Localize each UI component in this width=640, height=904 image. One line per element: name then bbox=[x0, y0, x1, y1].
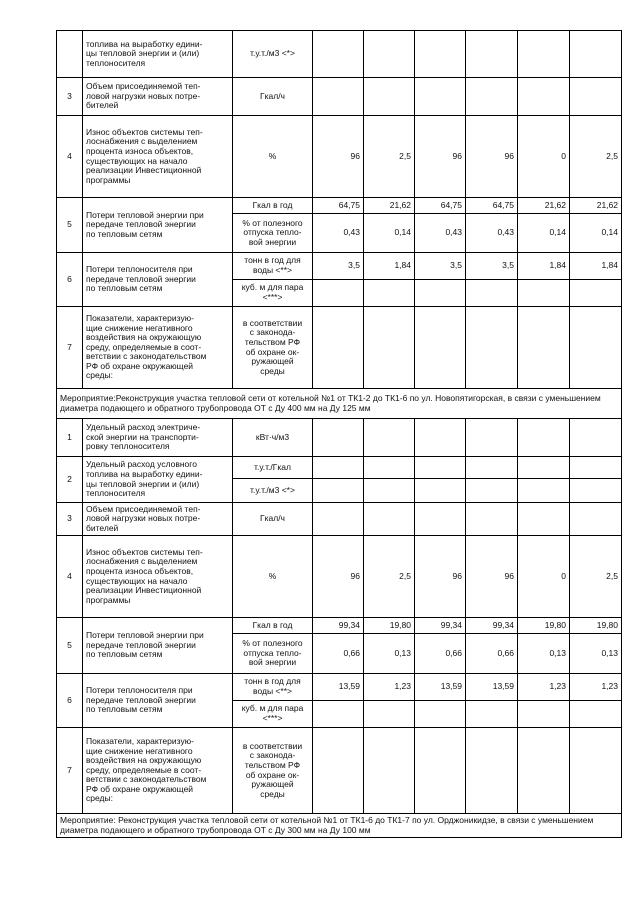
table-row bbox=[57, 419, 622, 457]
unit-cell: куб. м для пара <***> bbox=[233, 280, 313, 307]
value-cell: 0,43 bbox=[415, 214, 466, 253]
indicator-cell: Потери тепловой энергии при передаче тепловой энергии по тепловым сетям bbox=[83, 618, 233, 674]
measure-row bbox=[57, 814, 622, 838]
row-number: 7 bbox=[57, 307, 83, 389]
table-row bbox=[57, 198, 622, 214]
value-cell: 13,59 bbox=[313, 674, 364, 701]
measure-description: Мероприятие: Реконструкция участка тепловой сети от котельной №1 от ТК1-6 до ТК1-7 по ул. Орджоникидзе, в связи с уменьшением диаметра подающего и обратного трубопровода ОТ с Ду 300 мм на Ду 100 мм bbox=[57, 814, 622, 838]
value-cell: 21,62 bbox=[570, 198, 622, 214]
value-cell: 1,23 bbox=[364, 674, 415, 701]
unit-cell: Гкал/ч bbox=[233, 503, 313, 536]
value-cell: 0,66 bbox=[466, 634, 518, 674]
value-cell: 3,5 bbox=[313, 253, 364, 280]
value-cell: 0 bbox=[518, 536, 570, 618]
unit-cell: в соответствии с законода- тельством РФ об охране ок- ружающей среды bbox=[233, 307, 313, 389]
value-cell: 99,34 bbox=[313, 618, 364, 634]
value-cell: 64,75 bbox=[415, 198, 466, 214]
value-cell: 0,14 bbox=[518, 214, 570, 253]
value-cell: 0,13 bbox=[364, 634, 415, 674]
value-cell: 96 bbox=[415, 116, 466, 198]
value-cell: 1,84 bbox=[518, 253, 570, 280]
value-cell: 99,34 bbox=[466, 618, 518, 634]
measure-description: Мероприятие:Реконструкция участка тепловой сети от котельной №1 от ТК1-2 до ТК1-6 по ул. Новопятигорская, в связи с уменьшением диаметра подающего и обратного трубопровода ОТ с Ду 400 мм на Ду 125 мм bbox=[57, 389, 622, 419]
measure-row bbox=[57, 389, 622, 419]
table-row bbox=[57, 457, 622, 479]
row-number: 5 bbox=[57, 198, 83, 253]
value-cell: 96 bbox=[466, 536, 518, 618]
unit-cell: Гкал/ч bbox=[233, 78, 313, 116]
row-number: 3 bbox=[57, 78, 83, 116]
table-row bbox=[57, 31, 622, 78]
value-cell: 96 bbox=[313, 116, 364, 198]
value-cell: 2,5 bbox=[364, 536, 415, 618]
indicator-cell: Объем присоединяемой теп- ловой нагрузки новых потре- бителей bbox=[83, 503, 233, 536]
table-row bbox=[57, 253, 622, 280]
unit-cell: т.у.т./Гкал bbox=[233, 457, 313, 479]
value-cell: 13,59 bbox=[466, 674, 518, 701]
value-cell: 3,5 bbox=[466, 253, 518, 280]
value-cell: 96 bbox=[313, 536, 364, 618]
value-cell: 0,13 bbox=[570, 634, 622, 674]
row-number: 4 bbox=[57, 536, 83, 618]
value-cell: 0,43 bbox=[466, 214, 518, 253]
indicator-cell: Удельный расход электриче- ской энергии на транспорти- ровку теплоносителя bbox=[83, 419, 233, 457]
indicators-table bbox=[56, 30, 622, 838]
unit-cell: кВт·ч/м3 bbox=[233, 419, 313, 457]
unit-cell: тонн в год для воды <**> bbox=[233, 253, 313, 280]
value-cell: 0,14 bbox=[364, 214, 415, 253]
indicator-cell: Износ объектов системы теп- лоснабжения с выделением процента износа объектов, существующих на начало реализации Инвестиционной программы bbox=[83, 536, 233, 618]
unit-cell: Гкал в год bbox=[233, 618, 313, 634]
table-row bbox=[57, 536, 622, 618]
value-cell: 99,34 bbox=[415, 618, 466, 634]
value-cell: 96 bbox=[466, 116, 518, 198]
value-cell: 0,14 bbox=[570, 214, 622, 253]
value-cell: 0,66 bbox=[313, 634, 364, 674]
row-number: 6 bbox=[57, 253, 83, 307]
value-cell: 21,62 bbox=[364, 198, 415, 214]
unit-cell: т.у.т./м3 <*> bbox=[233, 479, 313, 503]
value-cell: 3,5 bbox=[415, 253, 466, 280]
value-cell: 0 bbox=[518, 116, 570, 198]
row-number: 1 bbox=[57, 419, 83, 457]
value-cell: 0,66 bbox=[415, 634, 466, 674]
indicator-cell: топлива на выработку едини- цы тепловой энергии и (или) теплоносителя bbox=[83, 31, 233, 78]
indicator-cell: Потери теплоносителя при передаче тепловой энергии по тепловым сетям bbox=[83, 253, 233, 307]
row-number: 7 bbox=[57, 728, 83, 814]
value-cell: 64,75 bbox=[466, 198, 518, 214]
indicator-cell: Потери теплоносителя при передаче тепловой энергии по тепловым сетям bbox=[83, 674, 233, 728]
unit-cell: тонн в год для воды <**> bbox=[233, 674, 313, 701]
unit-cell: т.у.т./м3 <*> bbox=[233, 31, 313, 78]
unit-cell: % от полезного отпуска тепло- вой энергии bbox=[233, 214, 313, 253]
indicator-cell: Потери тепловой энергии при передаче тепловой энергии по тепловым сетям bbox=[83, 198, 233, 253]
value-cell: 2,5 bbox=[570, 536, 622, 618]
unit-cell: % от полезного отпуска тепло- вой энергии bbox=[233, 634, 313, 674]
table-row bbox=[57, 728, 622, 814]
unit-cell: % bbox=[233, 536, 313, 618]
value-cell: 1,84 bbox=[570, 253, 622, 280]
value-cell: 2,5 bbox=[570, 116, 622, 198]
value-cell: 19,80 bbox=[364, 618, 415, 634]
unit-cell: в соответствии с законода- тельством РФ об охране ок- ружающей среды bbox=[233, 728, 313, 814]
indicator-cell: Объем присоединяемой теп- ловой нагрузки новых потре- бителей bbox=[83, 78, 233, 116]
value-cell: 1,23 bbox=[570, 674, 622, 701]
row-number: 2 bbox=[57, 457, 83, 503]
indicator-cell: Показатели, характеризую- щие снижение негативного воздействия на окружающую среду, определяемые в соот- ветствии с законодательством РФ об охране окружающей среды: bbox=[83, 307, 233, 389]
unit-cell: Гкал в год bbox=[233, 198, 313, 214]
table-row bbox=[57, 618, 622, 634]
table-row bbox=[57, 307, 622, 389]
row-number: 3 bbox=[57, 503, 83, 536]
value-cell: 21,62 bbox=[518, 198, 570, 214]
value-cell: 2,5 bbox=[364, 116, 415, 198]
row-number: 4 bbox=[57, 116, 83, 198]
value-cell: 64,75 bbox=[313, 198, 364, 214]
row-number: 5 bbox=[57, 618, 83, 674]
table-row bbox=[57, 78, 622, 116]
row-number: 6 bbox=[57, 674, 83, 728]
indicator-cell: Показатели, характеризую- щие снижение негативного воздействия на окружающую среду, определяемые в соот- ветствии с законодательством РФ об охране окружающей среды: bbox=[83, 728, 233, 814]
value-cell: 13,59 bbox=[415, 674, 466, 701]
indicator-cell: Удельный расход условного топлива на выработку едини- цы тепловой энергии и (или) теплоносителя bbox=[83, 457, 233, 503]
value-cell: 96 bbox=[415, 536, 466, 618]
value-cell: 0,43 bbox=[313, 214, 364, 253]
row-number bbox=[57, 31, 83, 78]
value-cell: 1,84 bbox=[364, 253, 415, 280]
indicator-cell: Износ объектов системы теп- лоснабжения с выделением процента износа объектов, существующих на начало реализации Инвестиционной программы bbox=[83, 116, 233, 198]
value-cell: 19,80 bbox=[518, 618, 570, 634]
unit-cell: куб. м для пара <***> bbox=[233, 701, 313, 728]
value-cell: 19,80 bbox=[570, 618, 622, 634]
table-row bbox=[57, 674, 622, 701]
value-cell: 1,23 bbox=[518, 674, 570, 701]
value-cell: 0,13 bbox=[518, 634, 570, 674]
table-row bbox=[57, 503, 622, 536]
table-row bbox=[57, 116, 622, 198]
unit-cell: % bbox=[233, 116, 313, 198]
